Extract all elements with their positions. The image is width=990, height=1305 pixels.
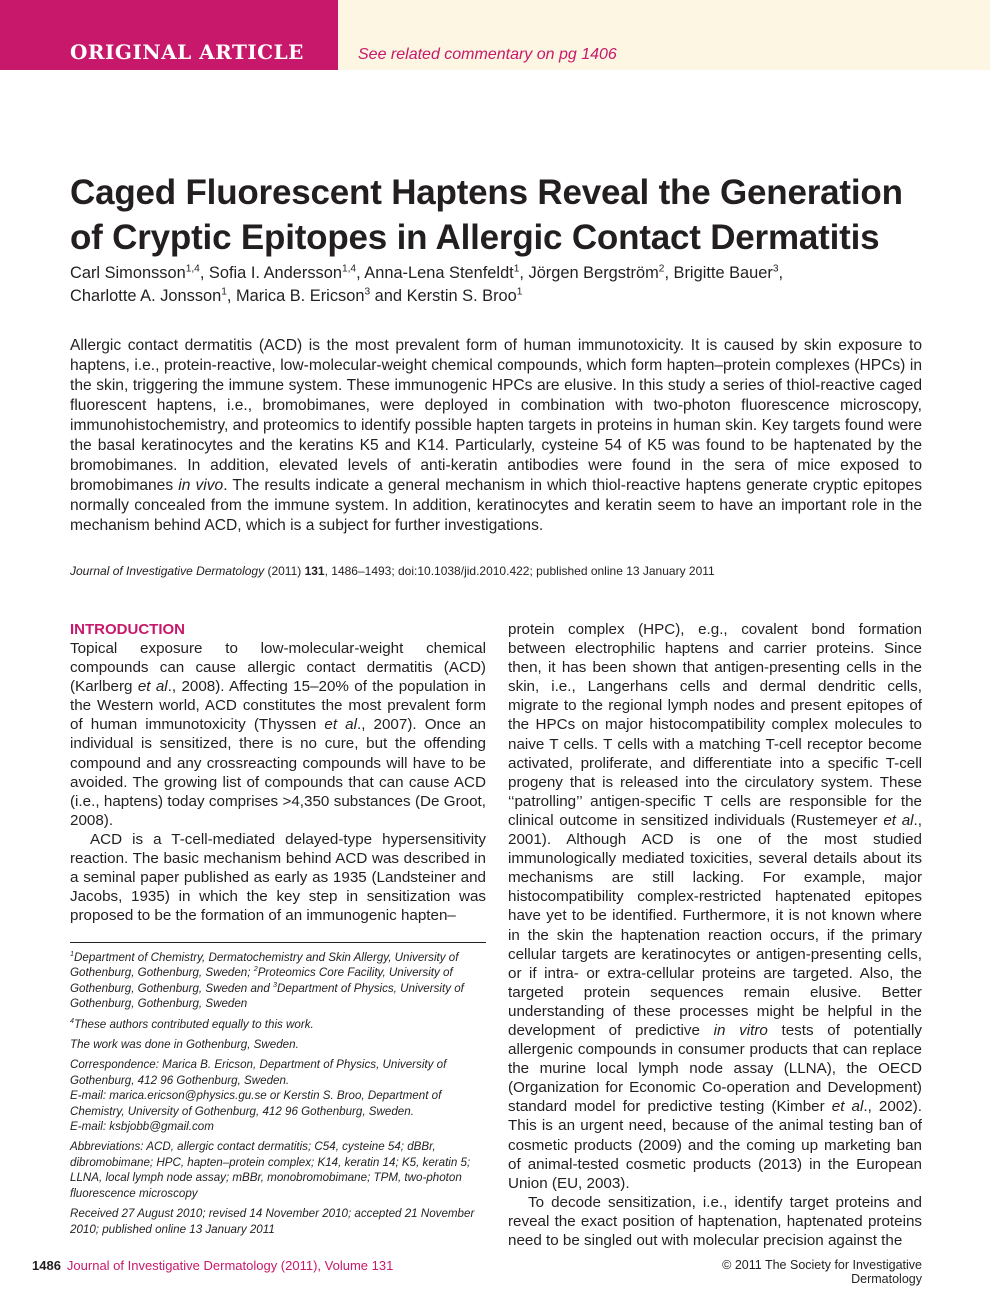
email-note-1[interactable]: E-mail: marica.ericson@physics.gu.se or Kerstin S. Broo, Department of Chemistry, University of Gothenburg, 412 96 Gothenburg, Sweden.: [70, 1089, 442, 1118]
footnote-divider: [70, 942, 486, 943]
introduction-heading: INTRODUCTION: [70, 621, 185, 638]
left-column: [70, 620, 486, 925]
correspondence-note: Correspondence: Marica B. Ericson, Department of Physics, University of Gothenburg, 412 96 Gothenburg, Sweden.: [70, 1058, 447, 1087]
page-number: 1486: [32, 1258, 61, 1273]
section-label: ORIGINAL ARTICLE: [70, 40, 304, 64]
email-note-2[interactable]: E-mail: ksbjobb@gmail.com: [70, 1120, 214, 1134]
intro-paragraph-4: To decode sensitization, i.e., identify target proteins and reveal the exact position of haptenation, haptenated proteins need to be singled out with molecular precision against the: [508, 1193, 922, 1249]
commentary-link[interactable]: See related commentary on pg 1406: [358, 46, 617, 63]
abbreviations-note: Abbreviations: ACD, allergic contact dermatitis; C54, cysteine 54; dBBr, dibromobimane; HPC, hapten–protein complex; K14, keratin 14; K5, keratin 5; LLNA, local lymph node assay; mBBr, monobromobimane; TPM, two-photon fluorescence microscopy: [70, 1140, 471, 1200]
commentary-banner: [338, 0, 990, 70]
intro-paragraph-3: protein complex (HPC), e.g., covalent bond formation between electrophilic haptens and carrier proteins. Since then, it has been shown that antigen-presenting cells in the skin, i.e., Langerhans cells and dermal dendritic cells, migrate to the regional lymph nodes and present epitopes of the HPCs on major histocompatibility complex molecules to naive T cells. T cells with a matching T-cell receptor become activated, proliferate, and differentiate into a specific T-cell progeny that is released into the circulatory system. These ‘‘patrolling’’ antigen-specific T cells are responsible for the clinical outcome in sensitized individuals (Rustemeyer et al., 2001). Although ACD is one of the most studied immunologically mediated toxicities, several details about its mechanisms are still lacking. For example, major histocompatibility complex-restricted haptenated epitopes have yet to be identified. Furthermore, it is not known where in the skin the haptenation reaction occurs, if the primary cellular targets are keratinocytes or antigen-presenting cells, or if intra- or extra-cellular proteins are targeted. Also, the targeted protein sequences remain elusive. Better understanding of these processes might be helpful in the development of predictive in vitro tests of potentially allergenic compounds in consumer products that can replace the murine local lymph node assay (LLNA), the OECD (Organization for Economic Co-operation and Development) standard model for predictive testing (Kimber et al., 2002). This is an urgent need, because of the animal testing ban of cosmetic products (2009) and the coming up marketing ban of animal-tested cosmetic products (2013) in the European Union (EU, 2003).: [508, 621, 922, 1192]
footnotes: [70, 950, 486, 1237]
affiliations-note: $^1$Department of Chemistry, Dermatochemistry and Skin Allergy, University of Gothenburg, Gothenburg, Sweden; $^2$Proteomics Core Facility, University of Gothenburg, Gothenburg, Sweden and $^3$Department of Physics, University of Gothenburg, Gothenburg, Sweden: [70, 949, 464, 1011]
intro-paragraph-2: ACD is a T-cell-mediated delayed-type hypersensitivity reaction. The basic mechanism behind ACD was described in a seminal paper published as early as 1935 (Landsteiner and Jacobs, 1935) in which the key step in sensitization was proposed to be the formation of an immunogenic hapten–: [70, 830, 486, 925]
article-title: Caged Fluorescent Haptens Reveal the Generation of Cryptic Epitopes in Allergic Contact Dermatitis: [70, 173, 903, 257]
author-list: Carl Simonsson$^{1,4}$, Sofia I. Andersson$^{1,4}$, Anna-Lena Stenfeldt$^1$, Jörgen Bergström$^2$, Brigitte Bauer$^3$, Charlotte A. Jonsson$^1$, Marica B. Ericson$^3$ and Kerstin S. Broo$^1$: [70, 263, 784, 305]
footer-journal: Journal of Investigative Dermatology (2011), Volume 131: [66, 1258, 394, 1273]
received-note: Received 27 August 2010; revised 14 November 2010; accepted 21 November 2010; published online 13 January 2011: [70, 1207, 475, 1236]
copyright: © 2011 The Society for Investigative Dermatology: [722, 1258, 922, 1286]
abstract: Allergic contact dermatitis (ACD) is the most prevalent form of human immunotoxicity. It is caused by skin exposure to haptens, i.e., protein-reactive, low-molecular-weight chemical compounds, which form hapten–protein complexes (HPCs) in the skin, triggering the immune system. These immunogenic HPCs are elusive. In this study a series of thiol-reactive caged fluorescent haptens, i.e., bromobimanes, were deployed in combination with two-photon fluorescence microscopy, immunohistochemistry, and proteomics to identify possible hapten targets in proteins in human skin. Key targets found were the basal keratinocytes and the keratins K5 and K14. Particularly, cysteine 54 of K5 was found to be haptenated by the bromobimanes. In addition, elevated levels of anti-keratin antibodies were found in the sera of mice exposed to bromobimanes in vivo. The results indicate a general mechanism in which thiol-reactive haptens generate cryptic epitopes normally concealed from the immune system. In addition, keratinocytes and keratin seem to have an important role in the mechanism behind ACD, which is a subject for further investigations.: [70, 337, 922, 534]
right-column: [508, 620, 922, 1250]
page-footer-left: [32, 1258, 393, 1273]
work-location-note: The work was done in Gothenburg, Sweden.: [70, 1038, 299, 1052]
section-banner: [0, 0, 338, 70]
citation-line: Journal of Investigative Dermatology (2011) 131, 1486–1493; doi:10.1038/jid.2010.422; published online 13 January 2011: [70, 564, 715, 578]
intro-paragraph-1: Topical exposure to low-molecular-weight chemical compounds can cause allergic contact dermatitis (ACD) (Karlberg et al., 2008). Affecting 15–20% of the population in the Western world, ACD constitutes the most prevalent form of human immunotoxicity (Thyssen et al., 2007). Once an individual is sensitized, there is no cure, but the offending compound and any crossreacting compounds will have to be avoided. The growing list of compounds that can cause ACD (i.e., haptens) today comprises >4,350 substances (De Groot, 2008).: [70, 640, 486, 829]
equal-contribution-note: $^4$These authors contributed equally to this work.: [70, 1015, 314, 1031]
